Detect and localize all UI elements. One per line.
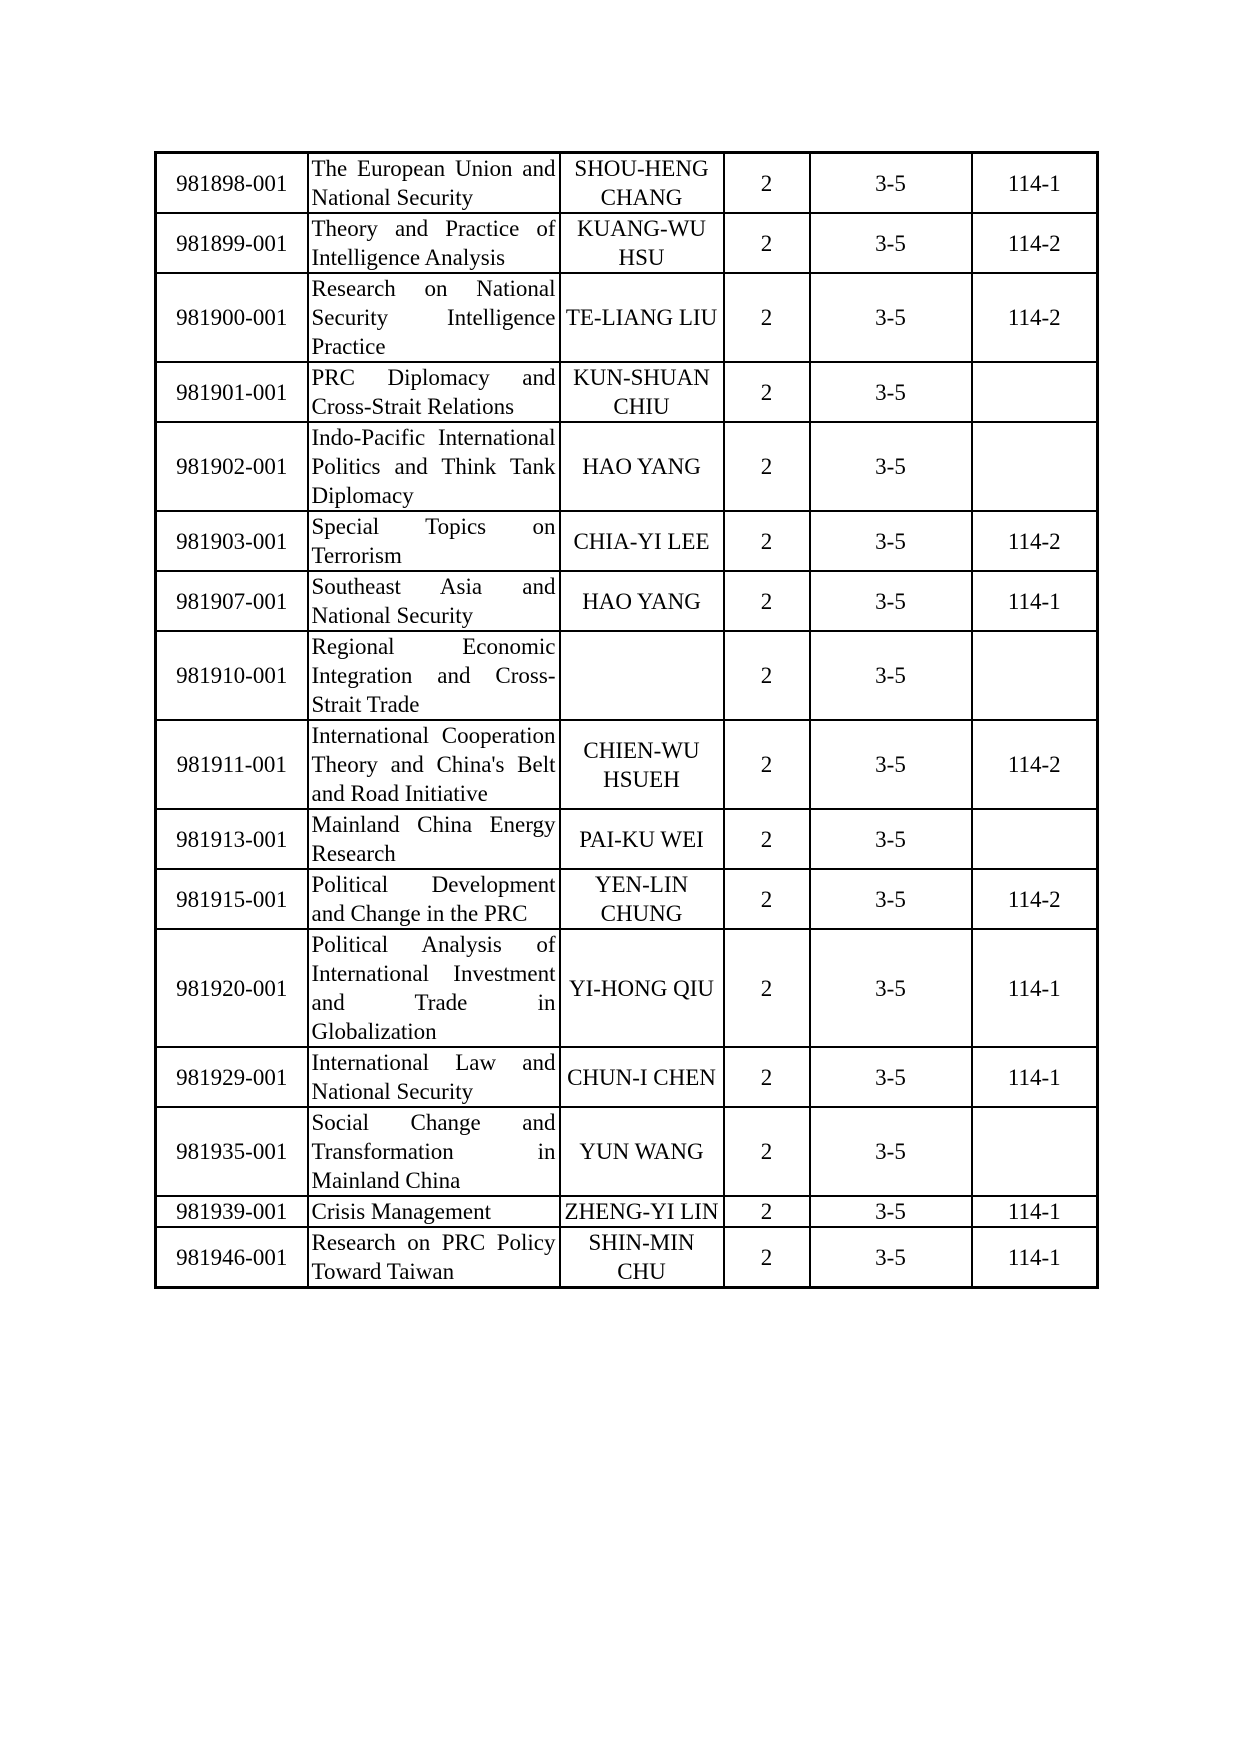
- semester-cell: [972, 422, 1098, 511]
- semester-cell: 114-1: [972, 1227, 1098, 1288]
- course-name-cell: Research on National Security Intelligence Practice: [308, 273, 560, 362]
- course-code-cell: 981898-001: [156, 153, 308, 214]
- credits-cell: 2: [724, 720, 810, 809]
- table-row: [156, 1196, 1098, 1227]
- table-row: [156, 511, 1098, 571]
- instructor-cell: KUN-SHUAN CHIU: [560, 362, 724, 422]
- instructor-cell: YEN-LIN CHUNG: [560, 869, 724, 929]
- course-code-cell: 981911-001: [156, 720, 308, 809]
- instructor-cell: SHOU-HENG CHANG: [560, 153, 724, 214]
- course-name-cell: Research on PRC Policy Toward Taiwan: [308, 1227, 560, 1288]
- credits-cell: 2: [724, 422, 810, 511]
- level-cell: 3-5: [810, 1047, 972, 1107]
- course-code-cell: 981915-001: [156, 869, 308, 929]
- level-cell: 3-5: [810, 809, 972, 869]
- level-cell: 3-5: [810, 153, 972, 214]
- credits-cell: 2: [724, 362, 810, 422]
- instructor-cell: [560, 631, 724, 720]
- instructor-cell: CHIA-YI LEE: [560, 511, 724, 571]
- credits-cell: 2: [724, 571, 810, 631]
- table-row: [156, 869, 1098, 929]
- course-name-cell: Political Development and Change in the PRC: [308, 869, 560, 929]
- course-code-cell: 981935-001: [156, 1107, 308, 1196]
- credits-cell: 2: [724, 1227, 810, 1288]
- semester-cell: [972, 809, 1098, 869]
- credits-cell: 2: [724, 273, 810, 362]
- instructor-cell: KUANG-WU HSU: [560, 213, 724, 273]
- course-code-cell: 981929-001: [156, 1047, 308, 1107]
- course-name-cell: The European Union and National Security: [308, 153, 560, 214]
- level-cell: 3-5: [810, 362, 972, 422]
- level-cell: 3-5: [810, 1227, 972, 1288]
- level-cell: 3-5: [810, 929, 972, 1047]
- semester-cell: 114-1: [972, 571, 1098, 631]
- instructor-cell: SHIN-MIN CHU: [560, 1227, 724, 1288]
- credits-cell: 2: [724, 1047, 810, 1107]
- table-row: [156, 631, 1098, 720]
- table-row: [156, 1227, 1098, 1288]
- instructor-cell: CHUN-I CHEN: [560, 1047, 724, 1107]
- level-cell: 3-5: [810, 571, 972, 631]
- semester-cell: 114-1: [972, 929, 1098, 1047]
- level-cell: 3-5: [810, 1196, 972, 1227]
- semester-cell: 114-1: [972, 1047, 1098, 1107]
- credits-cell: 2: [724, 809, 810, 869]
- credits-cell: 2: [724, 213, 810, 273]
- course-code-cell: 981913-001: [156, 809, 308, 869]
- instructor-cell: YUN WANG: [560, 1107, 724, 1196]
- semester-cell: [972, 362, 1098, 422]
- semester-cell: [972, 1107, 1098, 1196]
- table-row: [156, 809, 1098, 869]
- credits-cell: 2: [724, 153, 810, 214]
- credits-cell: 2: [724, 1107, 810, 1196]
- table-row: [156, 929, 1098, 1047]
- semester-cell: 114-2: [972, 720, 1098, 809]
- course-name-cell: Mainland China Energy Research: [308, 809, 560, 869]
- credits-cell: 2: [724, 869, 810, 929]
- course-name-cell: Indo-Pacific International Politics and Think Tank Diplomacy: [308, 422, 560, 511]
- table-row: [156, 153, 1098, 214]
- course-name-cell: Special Topics on Terrorism: [308, 511, 560, 571]
- instructor-cell: CHIEN-WU HSUEH: [560, 720, 724, 809]
- level-cell: 3-5: [810, 511, 972, 571]
- level-cell: 3-5: [810, 720, 972, 809]
- course-name-cell: International Cooperation Theory and China's Belt and Road Initiative: [308, 720, 560, 809]
- instructor-cell: TE-LIANG LIU: [560, 273, 724, 362]
- semester-cell: 114-1: [972, 153, 1098, 214]
- level-cell: 3-5: [810, 273, 972, 362]
- level-cell: 3-5: [810, 213, 972, 273]
- course-name-cell: Crisis Management: [308, 1196, 560, 1227]
- instructor-cell: YI-HONG QIU: [560, 929, 724, 1047]
- instructor-cell: HAO YANG: [560, 571, 724, 631]
- course-name-cell: PRC Diplomacy and Cross-Strait Relations: [308, 362, 560, 422]
- course-name-cell: International Law and National Security: [308, 1047, 560, 1107]
- level-cell: 3-5: [810, 869, 972, 929]
- table-row: [156, 213, 1098, 273]
- semester-cell: 114-2: [972, 273, 1098, 362]
- course-code-cell: 981902-001: [156, 422, 308, 511]
- course-name-cell: Social Change and Transformation in Mainland China: [308, 1107, 560, 1196]
- level-cell: 3-5: [810, 422, 972, 511]
- semester-cell: 114-1: [972, 1196, 1098, 1227]
- credits-cell: 2: [724, 929, 810, 1047]
- semester-cell: 114-2: [972, 511, 1098, 571]
- course-code-cell: 981946-001: [156, 1227, 308, 1288]
- course-code-cell: 981903-001: [156, 511, 308, 571]
- table-row: [156, 273, 1098, 362]
- instructor-cell: PAI-KU WEI: [560, 809, 724, 869]
- table-row: [156, 362, 1098, 422]
- credits-cell: 2: [724, 511, 810, 571]
- course-code-cell: 981900-001: [156, 273, 308, 362]
- credits-cell: 2: [724, 1196, 810, 1227]
- level-cell: 3-5: [810, 1107, 972, 1196]
- instructor-cell: HAO YANG: [560, 422, 724, 511]
- course-name-cell: Theory and Practice of Intelligence Analysis: [308, 213, 560, 273]
- table-row: [156, 1047, 1098, 1107]
- semester-cell: 114-2: [972, 213, 1098, 273]
- semester-cell: [972, 631, 1098, 720]
- semester-cell: 114-2: [972, 869, 1098, 929]
- course-code-cell: 981910-001: [156, 631, 308, 720]
- course-code-cell: 981901-001: [156, 362, 308, 422]
- course-rows: [156, 153, 1098, 1288]
- course-name-cell: Political Analysis of International Investment and Trade in Globalization: [308, 929, 560, 1047]
- instructor-cell: ZHENG-YI LIN: [560, 1196, 724, 1227]
- course-code-cell: 981920-001: [156, 929, 308, 1047]
- table-row: [156, 571, 1098, 631]
- table-row: [156, 1107, 1098, 1196]
- course-code-cell: 981939-001: [156, 1196, 308, 1227]
- course-table: [154, 151, 1099, 1289]
- course-name-cell: Southeast Asia and National Security: [308, 571, 560, 631]
- table-row: [156, 720, 1098, 809]
- level-cell: 3-5: [810, 631, 972, 720]
- course-code-cell: 981907-001: [156, 571, 308, 631]
- course-name-cell: Regional Economic Integration and Cross-Strait Trade: [308, 631, 560, 720]
- course-code-cell: 981899-001: [156, 213, 308, 273]
- table-row: [156, 422, 1098, 511]
- credits-cell: 2: [724, 631, 810, 720]
